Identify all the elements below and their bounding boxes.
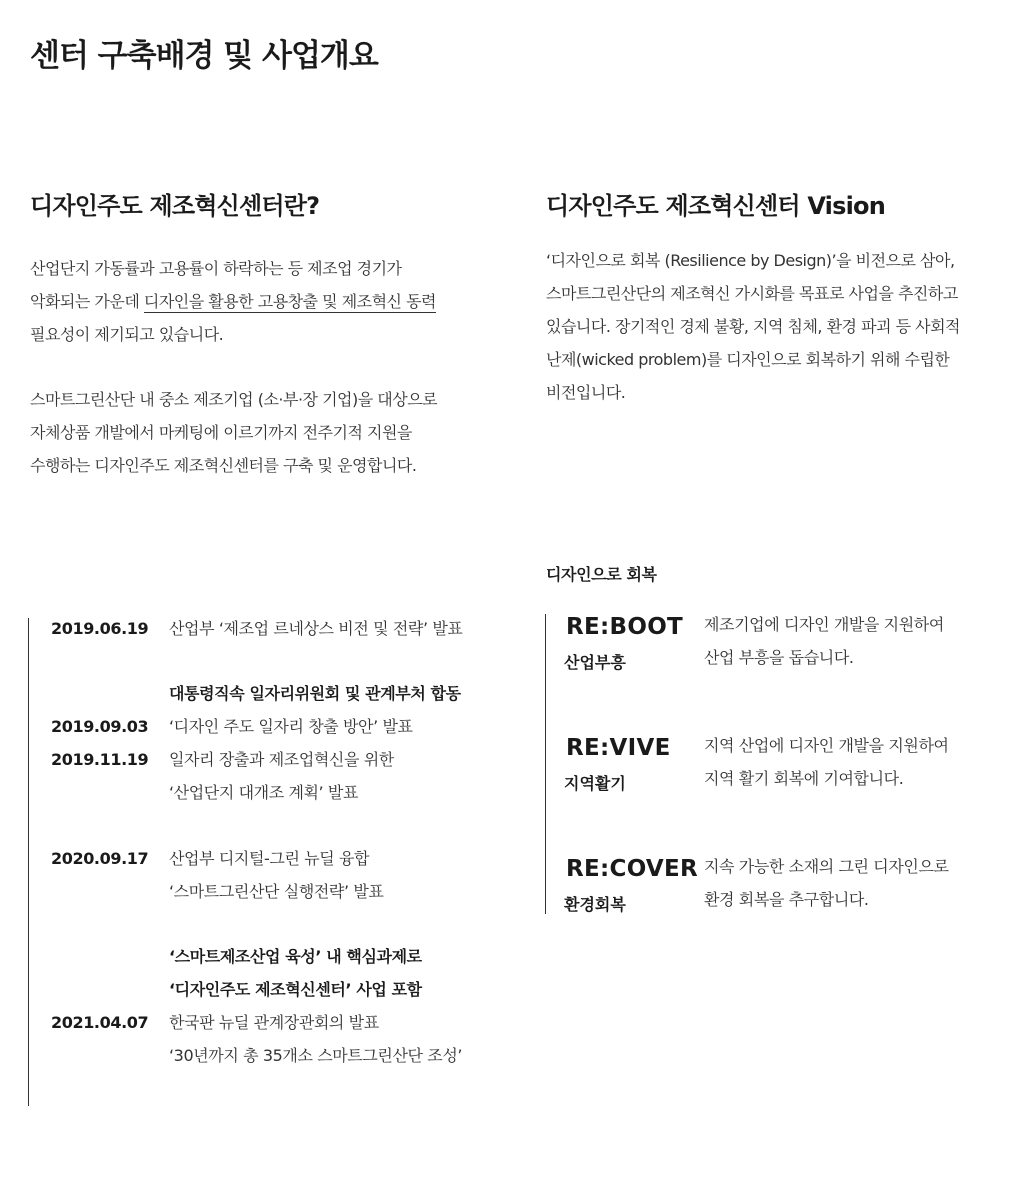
vision-heading: 디자인주도 제조혁신센터 Vision <box>546 192 885 220</box>
timeline-text: ‘디자인주도 제조혁신센터’ 사업 포함 <box>169 980 422 999</box>
timeline-text: 산업부 ‘제조업 르네상스 비전 및 전략’ 발표 <box>169 619 463 638</box>
vision-item-desc-line: 지속 가능한 소재의 그린 디자인으로 <box>704 857 949 876</box>
vision-item-subtitle: 지역활기 <box>564 774 626 793</box>
vision-item-desc <box>704 850 949 916</box>
about-p2-line-1: 스마트그린산단 내 중소 제조기업 (소·부·장 기업)을 대상으로 <box>30 390 438 409</box>
about-p2-line-2: 자체상품 개발에서 마케팅에 이르기까지 전주기적 지원을 <box>30 423 412 442</box>
vision-p-line-4: 난제(wicked problem)를 디자인으로 회복하기 위해 수립한 <box>546 350 950 369</box>
vision-p-line-3: 있습니다. 장기적인 경제 불황, 지역 침체, 환경 파괴 등 사회적 <box>546 317 960 336</box>
vision-item-desc-line: 제조기업에 디자인 개발을 지원하여 <box>704 615 944 634</box>
vision-p-line-1: ‘디자인으로 회복 (Resilience by Design)’을 비전으로 삼아, <box>546 251 955 270</box>
vision-paragraph <box>546 244 960 409</box>
timeline <box>28 618 499 1106</box>
timeline-text: ‘30년까지 총 35개소 스마트그린산단 조성’ <box>169 1046 463 1065</box>
vision-item-desc-line: 산업 부흥을 돕습니다. <box>704 648 854 667</box>
timeline-date: 2019.11.19 <box>51 750 149 769</box>
vision-item-recover <box>546 856 1006 926</box>
vision-item-desc <box>704 729 949 795</box>
timeline-text: 대통령직속 일자리위원회 및 관계부처 합동 <box>169 684 461 703</box>
timeline-text: ‘산업단지 대개조 계획’ 발표 <box>169 783 359 802</box>
timeline-date: 2020.09.17 <box>51 849 149 868</box>
about-p2-line-3: 수행하는 디자인주도 제조혁신센터를 구축 및 운영합니다. <box>30 456 417 475</box>
about-paragraph-2 <box>30 383 437 482</box>
timeline-text: ‘스마트제조산업 육성’ 내 핵심과제로 <box>169 947 422 966</box>
about-p1-line-1: 산업단지 가동률과 고용률이 하락하는 등 제조업 경기가 <box>30 259 402 278</box>
vision-item-title: RE:BOOT <box>566 614 684 640</box>
vision-item-subtitle: 환경회복 <box>564 895 626 914</box>
about-p1-line-2-prefix: 악화되는 가운데 <box>30 292 144 311</box>
timeline-date: 2019.06.19 <box>51 619 149 638</box>
vision-item-desc <box>704 608 944 674</box>
timeline-text: 일자리 장출과 제조업혁신을 위한 <box>169 750 394 769</box>
vision-item-title: RE:COVER <box>566 856 699 882</box>
about-paragraph-1 <box>30 252 436 351</box>
timeline-text: ‘스마트그린산단 실행전략’ 발표 <box>169 882 384 901</box>
vision-item-revive <box>546 735 1006 805</box>
timeline-date: 2019.09.03 <box>51 717 149 736</box>
vision-label: 디자인으로 회복 <box>546 565 657 584</box>
vision-list <box>545 614 1006 914</box>
about-p1-line-3: 필요성이 제기되고 있습니다. <box>30 325 224 344</box>
vision-item-reboot <box>546 614 1006 684</box>
vision-item-subtitle: 산업부흥 <box>564 653 626 672</box>
timeline-text: ‘디자인 주도 일자리 창출 방안’ 발표 <box>169 717 413 736</box>
vision-p-line-5: 비전입니다. <box>546 383 626 402</box>
timeline-date: 2021.04.07 <box>51 1013 149 1032</box>
vision-item-desc-line: 지역 산업에 디자인 개발을 지원하여 <box>704 736 949 755</box>
about-p1-line-2 <box>30 285 436 318</box>
timeline-text: 산업부 디지털-그린 뉴딜 융합 <box>169 849 370 868</box>
timeline-text: 한국판 뉴딜 관계장관회의 발표 <box>169 1013 379 1032</box>
vision-p-line-2: 스마트그린산단의 제조혁신 가시화를 목표로 사업을 추진하고 <box>546 284 958 303</box>
about-heading: 디자인주도 제조혁신센터란? <box>30 192 320 220</box>
vision-item-title: RE:VIVE <box>566 735 671 761</box>
vision-item-desc-line: 지역 활기 회복에 기여합니다. <box>704 769 904 788</box>
page-title: 센터 구축배경 및 사업개요 <box>30 38 378 74</box>
vision-item-desc-line: 환경 회복을 추구합니다. <box>704 890 869 909</box>
about-p1-highlight: 디자인을 활용한 고용창출 및 제조혁신 동력 <box>143 292 437 311</box>
